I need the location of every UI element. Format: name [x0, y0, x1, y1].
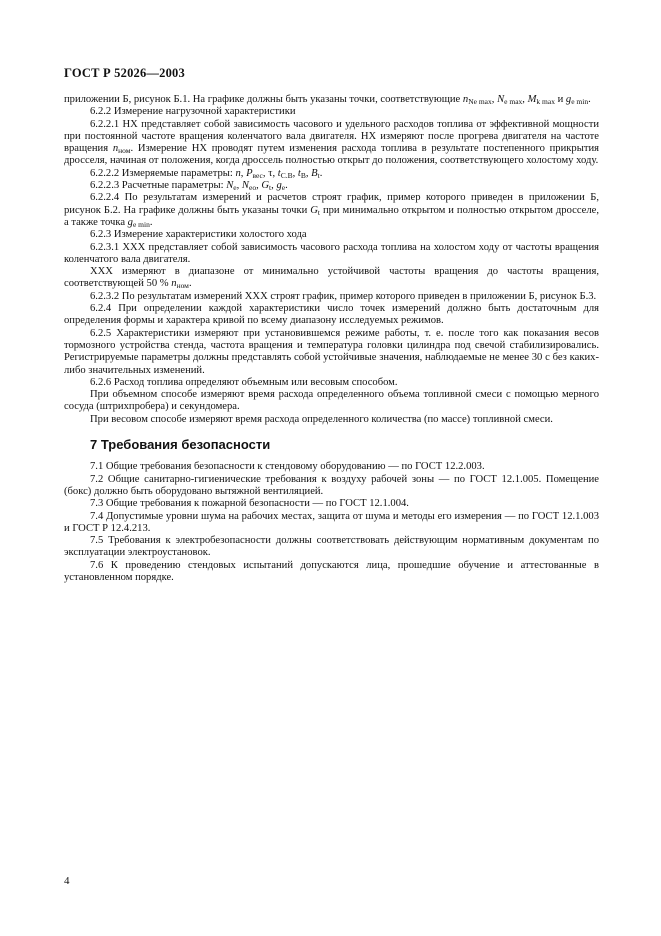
paragraph-volumetric-method: При объемном способе измеряют время расхода определенного объема топливной смеси с помощью мерного сосуда (штрихпробера) и секундомера. [64, 389, 599, 413]
paragraph-appendix-b1: приложении Б, рисунок Б.1. На графике должны быть указаны точки, соответствующие $n_{Ne max}$, $N_{e max}$, $M_{k max}$ и $g_{e min}$. [64, 94, 591, 106]
paragraph-6-2-3-1: 6.2.3.1 ХХХ представляет собой зависимость часового расхода топлива на холостом ходу от частоты вращения коленчатого вала двигателя. [64, 241, 599, 265]
paragraph-6-2-2-1: 6.2.2.1 НХ представляет собой зависимость часового и удельного расходов топлива от эффективной мощности при постоянной частоте вращения коленчатого вала двигателя. НХ измеряют после прогрева двигателя на частоте вращения $n_{ном}$. Измерение НХ проводят путем изменения расхода топлива в результате постепенного прикрытия дросселя, начиная от положения, когда дроссель полностью открыт до положения, соответствующего холостому ходу. [64, 118, 599, 167]
section-7-title: 7 Требования безопасности [90, 437, 271, 453]
document-body [64, 94, 599, 584]
paragraph-7-6: 7.6 К проведению стендовых испытаний допускаются лица, прошедшие обучение и аттестованные в установленном порядке. [64, 559, 599, 583]
paragraph-6-2-5: 6.2.5 Характеристики измеряют при установившемся режиме работы, т. е. после того как показания весов тормозного устройства стенда, частота вращения и температура головки цилиндра под свечой стабилизировались. Регистрируемые параметры должны представлять собой устойчивые значения, наблюдаемые не менее 30 с без каких-либо значительных изменений. [64, 327, 599, 376]
paragraph-6-2-3-2: 6.2.3.2 По результатам измерений ХХХ строят график, пример которого приведен в приложении Б, рисунок Б.3. [90, 290, 597, 302]
paragraph-6-2-2-2: 6.2.2.2 Измеряемые параметры: n, $P_{вес}$, τ, $t_{С.В}$, $t_В$, $B_t$. [90, 167, 323, 180]
paragraph-xxx-range: ХХХ измеряют в диапазоне от минимально устойчивой частоты вращения до частоты вращения, соответствующей 50 % $n_{ном}$. [64, 266, 599, 291]
standard-header: ГОСТ Р 52026—2003 [64, 66, 185, 80]
paragraph-7-1: 7.1 Общие требования безопасности к стендовому оборудованию — по ГОСТ 12.2.003. [90, 461, 485, 473]
paragraph-6-2-6: 6.2.6 Расход топлива определяют объемным или весовым способом. [90, 376, 398, 388]
paragraph-weight-method: При весовом способе измеряют время расхода определенного количества (по массе) топливной смеси. [90, 413, 553, 425]
paragraph-7-2: 7.2 Общие санитарно-гигиенические требования к воздуху рабочей зоны — по ГОСТ 12.1.005. Помещение (бокс) должно быть оборудовано вытяжной вентиляцией. [64, 473, 599, 497]
subsection-6-2-3: 6.2.3 Измерение характеристики холостого хода [90, 229, 307, 241]
paragraph-7-5: 7.5 Требования к электробезопасности должны соответствовать действующим нормативным документам по эксплуатации электроустановок. [64, 535, 599, 559]
paragraph-6-2-2-3: 6.2.2.3 Расчетные параметры: $N_e$, $N_{eo}$, $G_t$, $g_e$. [90, 180, 288, 193]
paragraph-6-2-4: 6.2.4 При определении каждой характеристики число точек измерений должно быть достаточным для определения формы и характера кривой по всему диапазону исследуемых режимов. [64, 303, 599, 327]
paragraph-6-2-2-4: 6.2.2.4 По результатам измерений и расчетов строят график, пример которого приведен в приложении Б, рисунок Б.2. На графике должны быть указаны точки $G_t$ при минимально открытом и полностью открытом дросселе, а также точка $g_{e min}$. [64, 192, 600, 229]
page-number: 4 [64, 875, 70, 887]
spacer [64, 451, 599, 461]
subsection-6-2-2: 6.2.2 Измерение нагрузочной характеристики [90, 106, 296, 118]
paragraph-7-4: 7.4 Допустимые уровни шума на рабочих местах, защита от шума и методы его измерения — по ГОСТ 12.1.003 и ГОСТ Р 12.4.213. [64, 510, 599, 534]
paragraph-7-3: 7.3 Общие требования к пожарной безопасности — по ГОСТ 12.1.004. [90, 498, 409, 510]
